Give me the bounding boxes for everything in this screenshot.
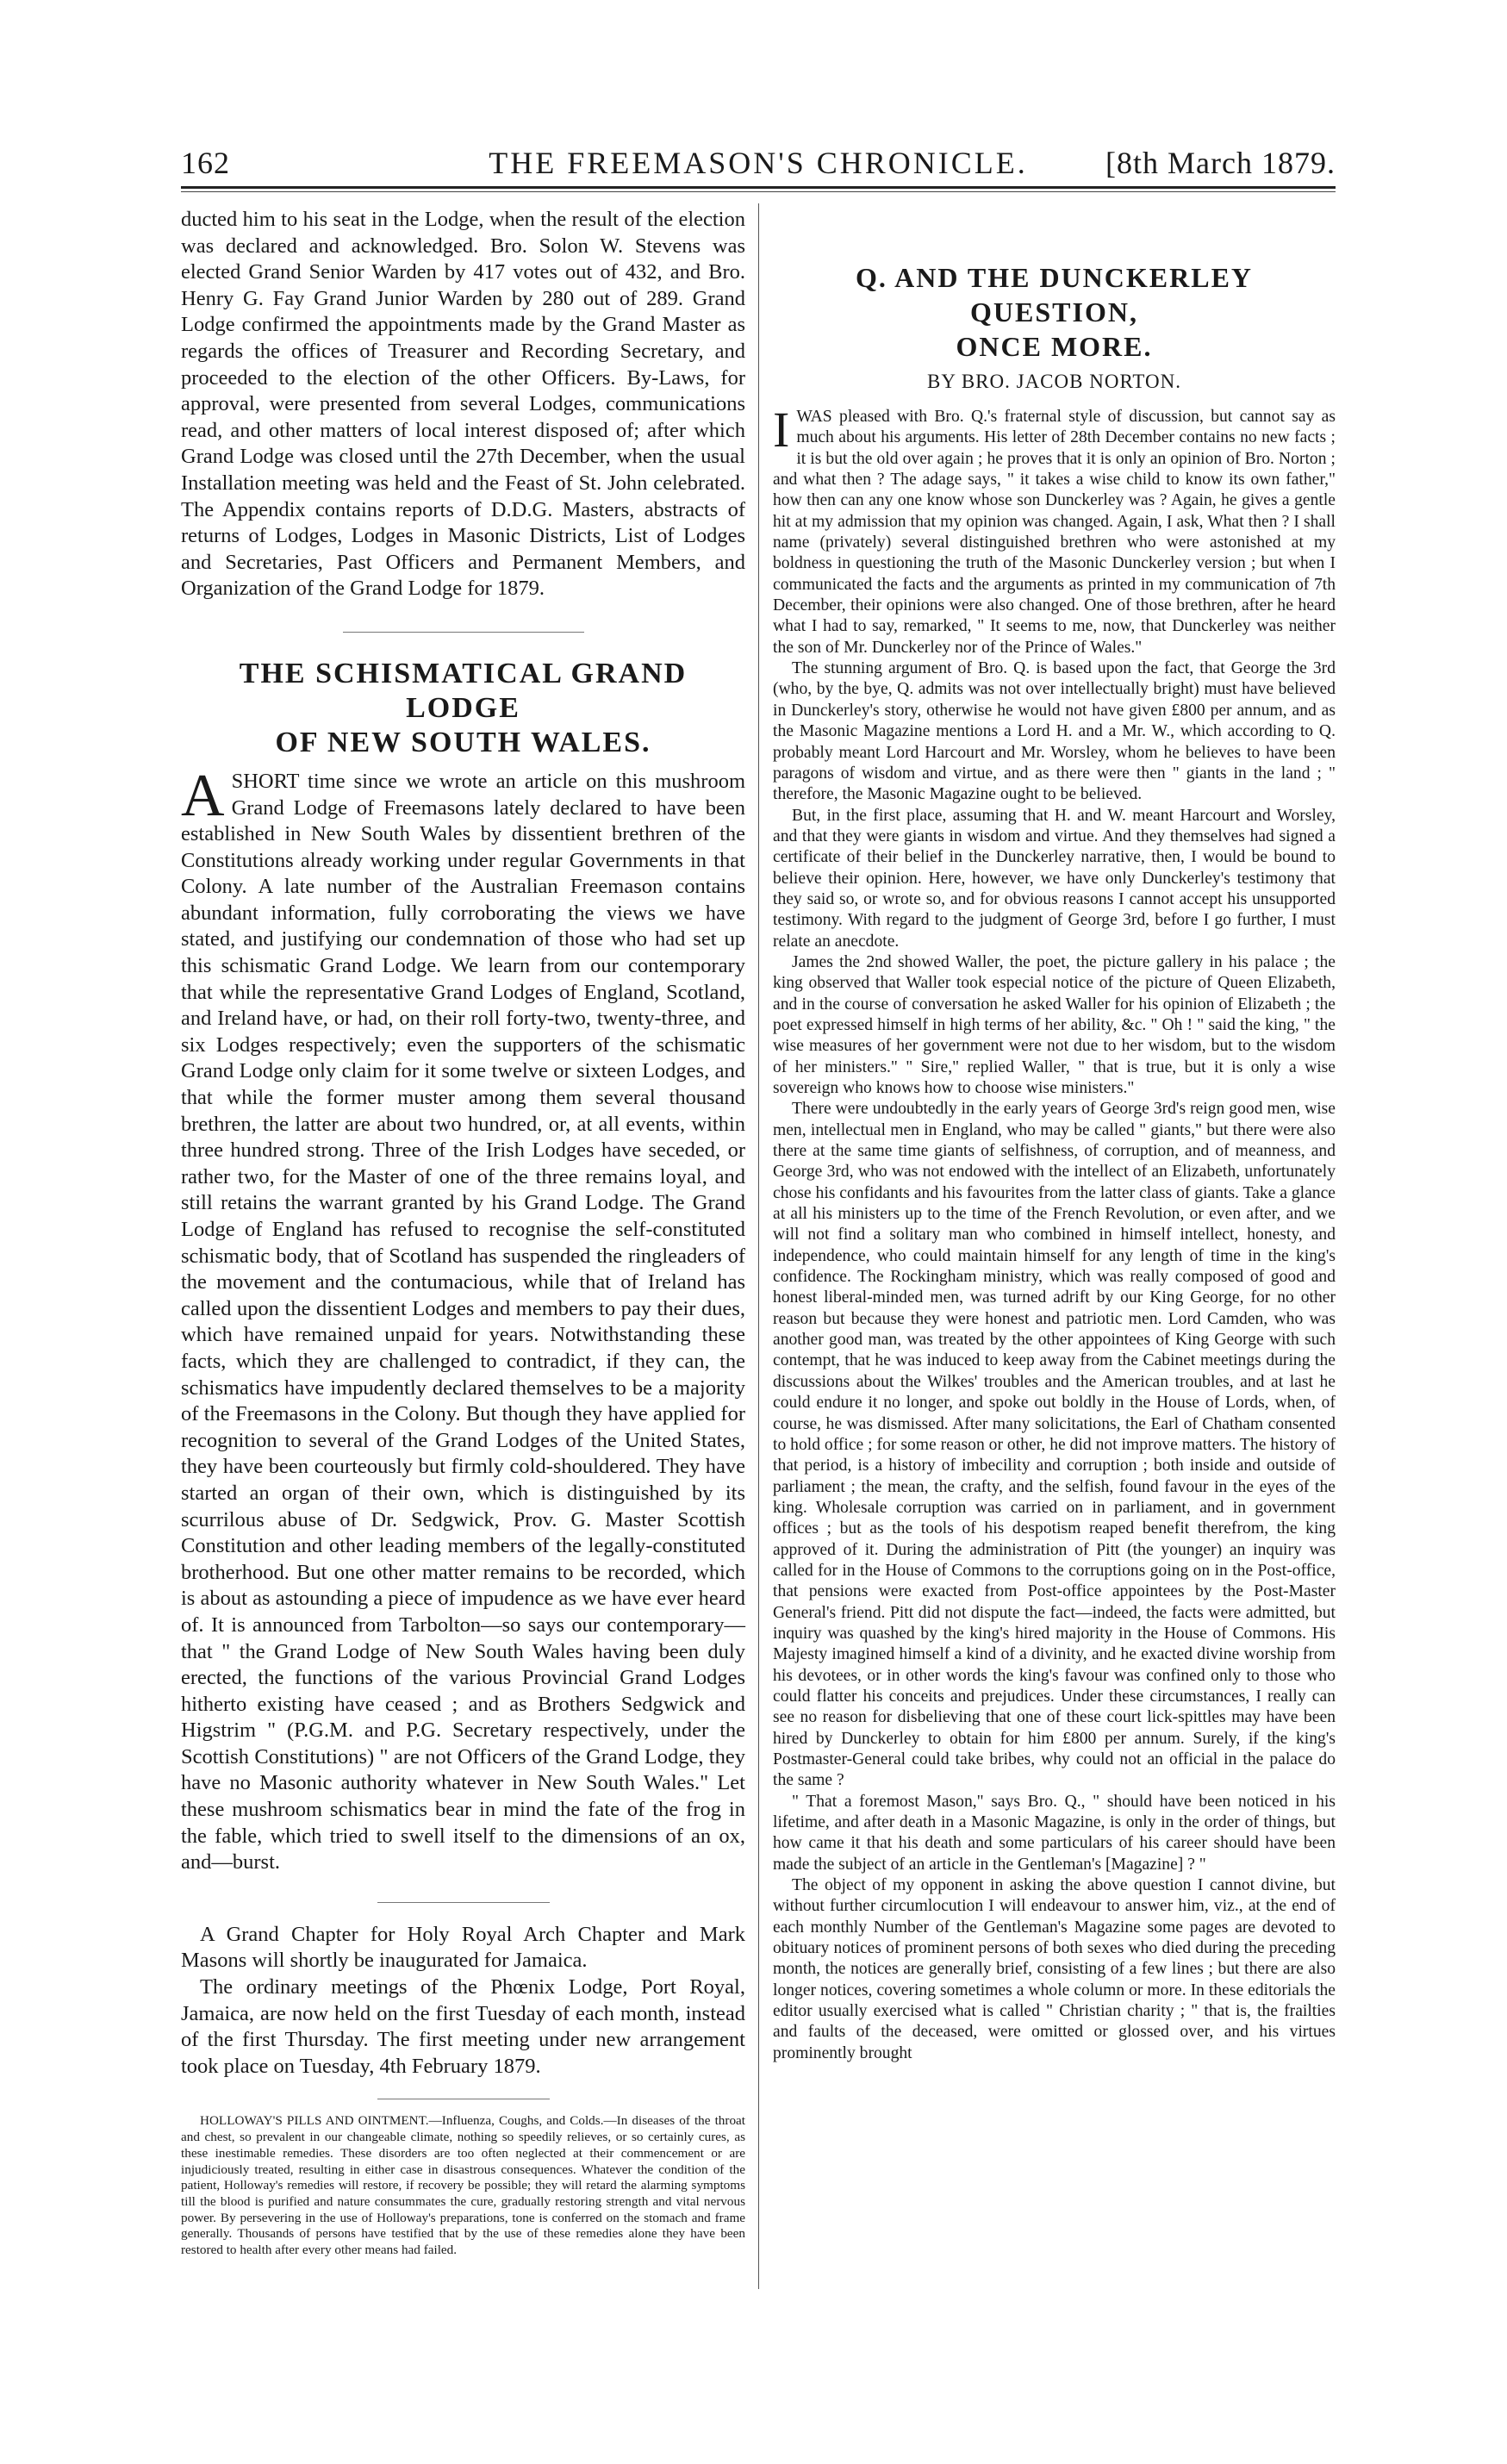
heading-line-1: THE SCHISMATICAL GRAND LODGE: [239, 657, 688, 724]
article-heading-dunckerley: [773, 260, 1336, 364]
article-heading-schismatical: [181, 657, 745, 760]
byline: BY BRO. JACOB NORTON.: [926, 371, 1182, 392]
article-body-schismatical: [181, 762, 745, 1876]
heading-line-2: ONCE MORE.: [956, 331, 1153, 362]
drop-cap: I: [773, 402, 790, 458]
advertisement-holloway: HOLLOWAY'S PILLS AND OINTMENT.—Influenza, Coughs, and Colds.—In diseases of the throat and chest, so prevalent in our changeable climate, nothing so speedily relieves, or so certainly cures, as these inestimable remedies. These disorders are too often neglected at their commencement or are injudiciously treated, resulting in either case in disastrous consequences. Whatever the condition of the patient, Holloway's remedies will restore, if recovery be possible; they will retard the alarming symptoms till the blood is purified and nature consummates the cure, gradually restoring strength and vital nervous power. By persevering in the use of Holloway's preparations, tone is conferred on the stomach and frame generally. Thousands of persons have testified that by the use of these remedies alone they have been restored to health after every other means had failed.: [181, 2113, 745, 2258]
left-column: [181, 207, 745, 2259]
masthead-rule: [181, 186, 1336, 189]
paragraph-phoenix-lodge: The ordinary meetings of the Phœnix Lodge, Port Royal, Jamaica, are now held on the first Tuesday of each month, instead of the first Thursday. The first meeting under new arrangement took place on Tuesday, 4th February 1879.: [181, 1975, 745, 2078]
continued-paragraph: ducted him to his seat in the Lodge, when the result of the election was declared and acknowledged. Bro. Solon W. Stevens was elected Grand Senior Warden by 417 votes out of 432, and Bro. Henry G. Fay Grand Junior Warden by 280 out of 289. Grand Lodge confirmed the appointments made by the Grand Master as regards the offices of Treasurer and Recording Secretary, and proceeded to the election of the other Officers. By-Laws, for approval, were presented from several Lodges, communications read, and other matters of local interest disposed of; after which Grand Lodge was closed until the 27th December, when the usual Installation meeting was held and the Feast of St. John celebrated. The Appendix contains reports of D.D.G. Masters, abstracts of returns of Lodges, Lodges in Masonic Districts, List of Lodges and Secretaries, Past Officers and Permanent Members, and Organization of the Grand Lodge for 1879.: [181, 208, 745, 601]
spacer: [181, 602, 745, 632]
heading-line-2: OF NEW SOUTH WALES.: [275, 726, 651, 758]
drop-cap: A: [181, 762, 225, 829]
column-divider: [758, 203, 759, 2289]
paragraph-6: " That a foremost Mason," says Bro. Q., " should have been noticed in his lifetime, and after death in a Masonic Magazine, is only in the order of things, but how came it that his death and some particulars of his career should have been made the subject of an article in the Gentleman's [Magazine] ? ": [773, 1792, 1336, 1874]
paragraph-5: There were undoubtedly in the early years of George 3rd's reign good men, wise men, intellectual men in England, who may be called " giants," but there were also there at the same time giants of selfishness, of corruption, and of meanness, and George 3rd, who was not endowed with the intellect of an Elizabeth, unfortunately chose his confidants and his favourites from the latter class of giants. Take a glance at all his ministers up to the time of the French Revolution, or even after, and we will not find a solitary man who combined in himself intellect, honesty, and independence, who could maintain himself for any length of time in the king's confidence. The Rockingham ministry, which was really composed of good and honest liberal-minded men, was turned adrift by our King George, for no other reason but because they were honest and patriotic men. Lord Camden, who was another good man, was treated by the other appointees of King George with such contempt, that he was induced to keep away from the Cabinet meetings during the discussions about the Wilkes' troubles and the American troubles, and at last he could endure it no longer, and spoke out boldly in the House of Lords, when, of course, he was dismissed. After many solicitations, the Earl of Chatham consented to hold office ; for some reason or other, he did not improve matters. The history of that period, is a history of imbecility and corruption ; both inside and outside of parliament ; the mean, the crafty, and the selfish, found favour in the eyes of the king. Wholesale corruption was carried on in parliament, and in government offices ; but as the tools of his despotism reaped benefit therefrom, the king approved of it. During the administration of Pitt (the younger) an inquiry was called for in the House of Commons to the corruptions going on in the Post-office, that pensions were exacted from Post-office appointees by the Post-Master General's friend. Pitt did not dispute the fact—indeed, the facts were admitted, but inquiry was quashed by the king's hired majority in the House of Commons. His Majesty imagined himself a kind of a divinity, and he exacted divine worship from his devotees, or in other words the king's favour was confined only to those who could flatter his conceits and prejudices. Under these circumstances, I really can see no reason for disbelieving that one of these court lick-spittles may have been hired by Dunckerley to obtain for him £800 per annum. Surely, if the king's Postmaster-General could take bribes, why could not an official in the palace do the same ?: [773, 1100, 1336, 1790]
paragraph-4: James the 2nd showed Waller, the poet, the picture gallery in his palace ; the king observed that Waller took especial notice of the picture of Queen Elizabeth, and in the course of conversation he asked Waller for his opinion of Elizabeth ; the poet expressed himself in high terms of her ability, &c. " Oh ! " said the king, " the wise measures of her government were not due to her wisdom, but to the wisdom of her ministers." " Sire," replied Waller, " that is true, but it is only a wise sovereign who knows how to choose wise ministers.": [773, 952, 1336, 1097]
paragraph-1-text: WAS pleased with Bro. Q.'s fraternal style of discussion, but cannot say as much about his arguments. His letter of 28th December contains no new facts ; it is but the old over again ; he proves that it is only an opinion of Bro. Norton ; and what then ? The adage says, " it takes a wise child to know its own father," how then can any one know whose son Dunckerley was ? Again, he gives a gentle hit at my admission that my opinion was changed. Again, I ask, What then ? I shall name (privately) several distinguished brethren who were astonished at my boldness in questioning the truth of the Masonic Dunckerley version ; but when I communicated the facts and the arguments as printed in my communication of 7th December, their opinions were also changed. One of those brethren, after he heard what I had to say, remarked, " It seems to me, now, that Dunckerley was neither the son of Mr. Dunckerley nor of the Prince of Wales.": [773, 408, 1336, 657]
paragraph-jamaica-chapter: A Grand Chapter for Holy Royal Arch Chapter and Mark Masons will shortly be inaugurated for Jamaica.: [181, 1922, 745, 1973]
paragraph-2: The stunning argument of Bro. Q. is based upon the fact, that George the 3rd (who, by the bye, Q. admits was not over intellectually bright) must have believed in Dunckerley's story, otherwise he would not have given £800 per annum, and as the Masonic Magazine mentions a Lord H. and a Mr. W., which according to Q. probably meant Lord Harcourt and Mr. Worsley, whom he believes to have been paragons of wisdom and virtue, and as there were then " giants in the land ; " therefore, the Masonic Magazine ought to be believed.: [773, 659, 1336, 804]
paragraph-3: But, in the first place, assuming that H. and W. meant Harcourt and Worsley, and that they were giants in wisdom and virtue. And they themselves had signed a certificate of their belief in the Dunckerley narrative, then, I would be bound to believe their opinion. Here, however, we have only Dunckerley's testimony that they said so, or wrote so, and for obvious reasons I cannot accept his unsupported testimony. With regard to the judgment of George 3rd, before I go further, I must relate an anecdote.: [773, 806, 1336, 951]
page-number: 162: [181, 146, 230, 180]
publication-title: THE FREEMASON'S CHRONICLE.: [489, 146, 1028, 180]
article-text: SHORT time since we wrote an article on this mushroom Grand Lodge of Freemasons lately declared to have been established in New South Wales by dissentient brethren of the Constitutions already working under regular Governments in that Colony. A late number of the Australian Freemason contains abundant information, fully corroborating the views we have stated, and justifying our condemnation of those who had set up this schismatic Grand Lodge. We learn from our contemporary that while the representative Grand Lodges of England, Scotland, and Ireland have, or had, on their roll forty-two, twenty-three, and six Lodges respectively; even the supporters of the schismatic Grand Lodge only claim for it some twelve or sixteen Lodges, and that while the former muster among them several thousand brethren, the latter are about two hundred, or, at all events, within three hundred strong. Three of the Irish Lodges have seceded, or rather two, for the Master of one of the three remains loyal, and still retains the warrant granted by his Grand Lodge. The Grand Lodge of England has refused to recognise the self-constituted schismatic body, that of Scotland has suspended the ringleaders of the movement and the contumacious, while that of Ireland has called upon the dissentient Lodges and members to pay their dues, which have remained unpaid for years. Notwithstanding these facts, which they are challenged to contradict, if they can, the schismatics have impudently declared themselves to be a majority of the Freemasons in the Colony. But though they have applied for recognition to several of the Grand Lodges of the United States, they have been courteously but firmly cold-shouldered. They have started an organ of their own, which is distinguished by its scurrilous abuse of Dr. Sedgwick, Prov. G. Master Scottish Constitution and other leading members of the legally-constituted brotherhood. But one other matter remains to be recorded, which is about as astounding a piece of impudence as we have ever heard of. It is announced from Tarbolton—so says our contemporary—that " the Grand Lodge of New South Wales having been duly erected, the functions of the various Provincial Grand Lodges hitherto existing have ceased ; and as Brothers Sedgwick and Higstrim " (P.G.M. and P.G. Secretary respectively, under the Scottish Constitutions) " are not Officers of the Grand Lodge, they have no Masonic authority whatever in New South Wales." Let these mushroom schismatics bear in mind the fate of the frog in the fable, which tried to swell itself to the dimensions of an ox, and—burst.: [181, 769, 745, 1875]
masthead-rule-thin: [181, 191, 1336, 192]
issue-date: [8th March 1879.: [1105, 146, 1336, 180]
paragraph-1: [773, 402, 1336, 658]
right-column: [773, 207, 1336, 2064]
masthead: [181, 145, 1336, 179]
paragraph-7: The object of my opponent in asking the above question I cannot divine, but without further circumlocution I will endeavour to answer him, viz., at the end of each monthly Number of the Gentleman's Magazine some pages are devoted to obituary notices of prominent persons of both sexes who died during the preceding month, the notices are generally brief, consisting of a few lines ; but there are also longer notices, covering sometimes a whole column or more. In these editorials the editor usually exercised what is called " Christian charity ; " that is, the frailties and faults of the deceased, were omitted or glossed over, and his virtues prominently brought: [773, 1876, 1336, 2062]
heading-line-1: Q. AND THE DUNCKERLEY QUESTION,: [855, 262, 1254, 327]
